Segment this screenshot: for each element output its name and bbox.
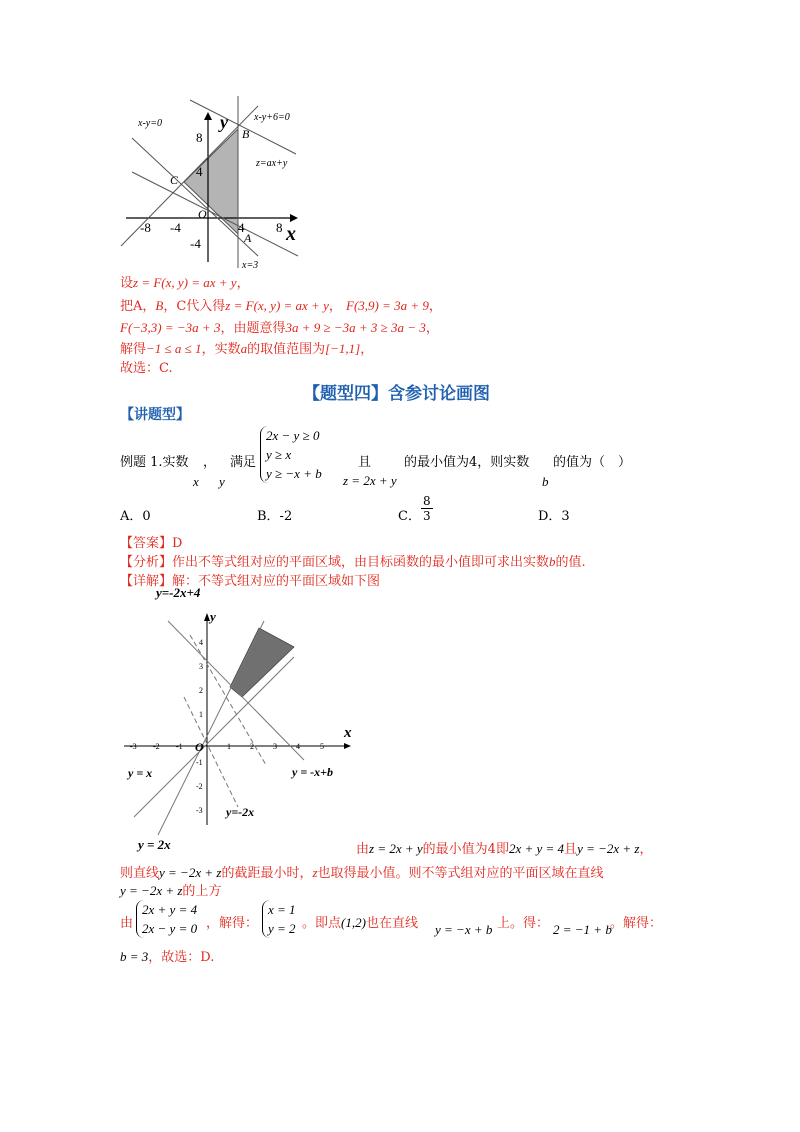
section-title: 【题型四】含参讨论画图 (303, 384, 490, 404)
option-d[interactable]: D．3 (538, 509, 570, 524)
line-y-neg-2x (184, 697, 238, 807)
solution1-answer: 故选：C. (120, 361, 173, 376)
solution2-point-text: 。即点(1,2)也在直线 (302, 915, 418, 931)
solution1-line4: 解得−1 ≤ a ≤ 1，实数a的取值范围为[−1,1]， (120, 341, 374, 357)
x-axis-arrow (344, 743, 351, 749)
y-tick-label: 4 (196, 164, 203, 179)
example-var-b: b (542, 474, 549, 489)
x-tick-label: -8 (140, 220, 151, 235)
inequality-row: y ≥ x (266, 447, 292, 462)
line-y-eq-2x (158, 621, 264, 835)
solution2-final: b = 3，故选：D. (120, 949, 215, 965)
option-b[interactable]: B．-2 (257, 509, 293, 524)
example-min-text: 的最小值为4，则实数 (404, 455, 530, 470)
x-tick-label: -4 (170, 220, 181, 235)
equation-row: y = 2 (268, 921, 296, 936)
y-tick-label: -1 (196, 758, 203, 767)
y-tick-label: 8 (196, 130, 203, 145)
label-y-eq-x: y = x (128, 766, 153, 780)
solution2-solve-text-2: 。解得： (610, 916, 663, 931)
x-axis-arrow (290, 214, 298, 222)
x-tick-label: 2 (250, 742, 254, 751)
equation-row: 2x + y = 4 (142, 902, 198, 917)
solution1-line1: 设z = F(x, y) = ax + y， (120, 275, 250, 291)
axis-y-label: y (210, 609, 216, 624)
x-tick-label: 4 (238, 220, 245, 235)
label-z-ax-y: z=ax+y (256, 158, 288, 169)
example-satisfies: 满足 (230, 455, 257, 470)
point-c-label: C (170, 173, 179, 187)
label-x-3: x=3 (242, 260, 259, 271)
origin-label: O (198, 207, 207, 221)
inequality-row: y ≥ −x + b (266, 466, 322, 481)
y-tick-label: 1 (199, 710, 203, 719)
equation-row: x = 1 (268, 902, 296, 917)
option-c[interactable]: C． (398, 509, 421, 524)
y-axis-label: y (220, 112, 228, 132)
example-var-y: y (219, 474, 225, 489)
solution2-system-2 (262, 900, 296, 938)
label-x-minus-y-0: x-y=0 (138, 118, 162, 129)
point-a-label: A (244, 231, 252, 245)
x-tick-label: 1 (227, 742, 231, 751)
fraction-numerator: 8 (423, 494, 431, 508)
solution1-line3: F(−3,3) = −3a + 3，由题意得3a + 9 ≥ −3a + 3 ≥ 3a − 3， (120, 320, 439, 336)
axis-x-label: x (344, 725, 352, 741)
solution2-para2: 则直线y = −2x + z的截距最小时，z也取得最小值。则不等式组对应的平面区域在直线 (120, 865, 604, 881)
sub-heading: 【讲题型】 (120, 407, 190, 423)
feasible-region-graph-2 (118, 585, 368, 855)
y-axis-arrow (204, 112, 212, 120)
solution1-line2: 把A，B，C代入得z = F(x, y) = ax + y， F(3,9) = 3a + 9， (120, 298, 442, 314)
inequality-row: 2x − y ≥ 0 (266, 428, 320, 443)
answer-line: 【答案】D (120, 536, 183, 551)
example-inequality-system (260, 426, 322, 483)
solution2-eq-b: 2 = −1 + b (553, 922, 612, 937)
solution2-system-1 (136, 900, 197, 938)
option-c-fraction (421, 494, 433, 523)
solution2-para4-prefix: 由 (120, 916, 134, 931)
analysis-line: 【分析】作出不等式组对应的平面区域，由目标函数的最小值即可求出实数b的值. (120, 554, 586, 570)
solution2-para3: y = −2x + z的上方 (120, 883, 222, 899)
origin-label: O (195, 740, 204, 754)
label-y-neg-2x: y=-2x (226, 805, 255, 819)
y-tick-label: -4 (190, 236, 201, 251)
example-var-x: x (193, 474, 199, 489)
solution2-solve-text: ，解得： (206, 916, 259, 931)
example-value-of: 的值为（ ） (553, 455, 632, 470)
example-and: 且 (358, 455, 372, 470)
x-tick-label: 4 (296, 742, 300, 751)
label-x-minus-y-plus-6-0: x-y+6=0 (254, 112, 290, 123)
option-a[interactable]: A．0 (120, 509, 151, 524)
x-tick-label: 8 (276, 220, 283, 235)
y-tick-label: -2 (196, 782, 203, 791)
top-line-label: y=-2x+4 (156, 585, 201, 600)
x-tick-label: -3 (130, 742, 137, 751)
point-b-label: B (242, 127, 250, 141)
y-tick-label: -3 (196, 806, 203, 815)
equation-row: 2x − y = 0 (142, 921, 198, 936)
example-comma: ， (203, 455, 217, 470)
feasible-region-shading (230, 628, 294, 697)
x-axis-label: x (286, 223, 296, 245)
label-y-eq-2x: y = 2x (138, 837, 171, 852)
solution2-get-text: 上。得： (497, 916, 550, 931)
y-tick-label: 2 (199, 686, 203, 695)
y-tick-label: 4 (199, 638, 203, 647)
example-label: 例题 1.实数 (120, 455, 189, 470)
x-tick-label: 3 (273, 742, 277, 751)
detail-line: 【详解】解：不等式组对应的平面区域如下图 (120, 574, 381, 589)
line-y-eq-x (134, 657, 294, 817)
solution2-para1: 由z = 2x + y的最小值为4即2x + y = 4且y = −2x + z， (356, 841, 653, 857)
x-tick-label: -2 (153, 742, 160, 751)
example-objective: z = 2x + y (343, 473, 397, 488)
label-y-neg-x-b: y = -x+b (292, 765, 333, 779)
solution2-line-eq: y = −x + b (435, 922, 493, 937)
feasible-region-graph-1 (118, 96, 318, 272)
x-tick-label: -1 (176, 742, 183, 751)
x-tick-label: 5 (320, 742, 324, 751)
y-tick-label: 3 (199, 662, 203, 671)
fraction-denominator: 3 (423, 509, 431, 523)
